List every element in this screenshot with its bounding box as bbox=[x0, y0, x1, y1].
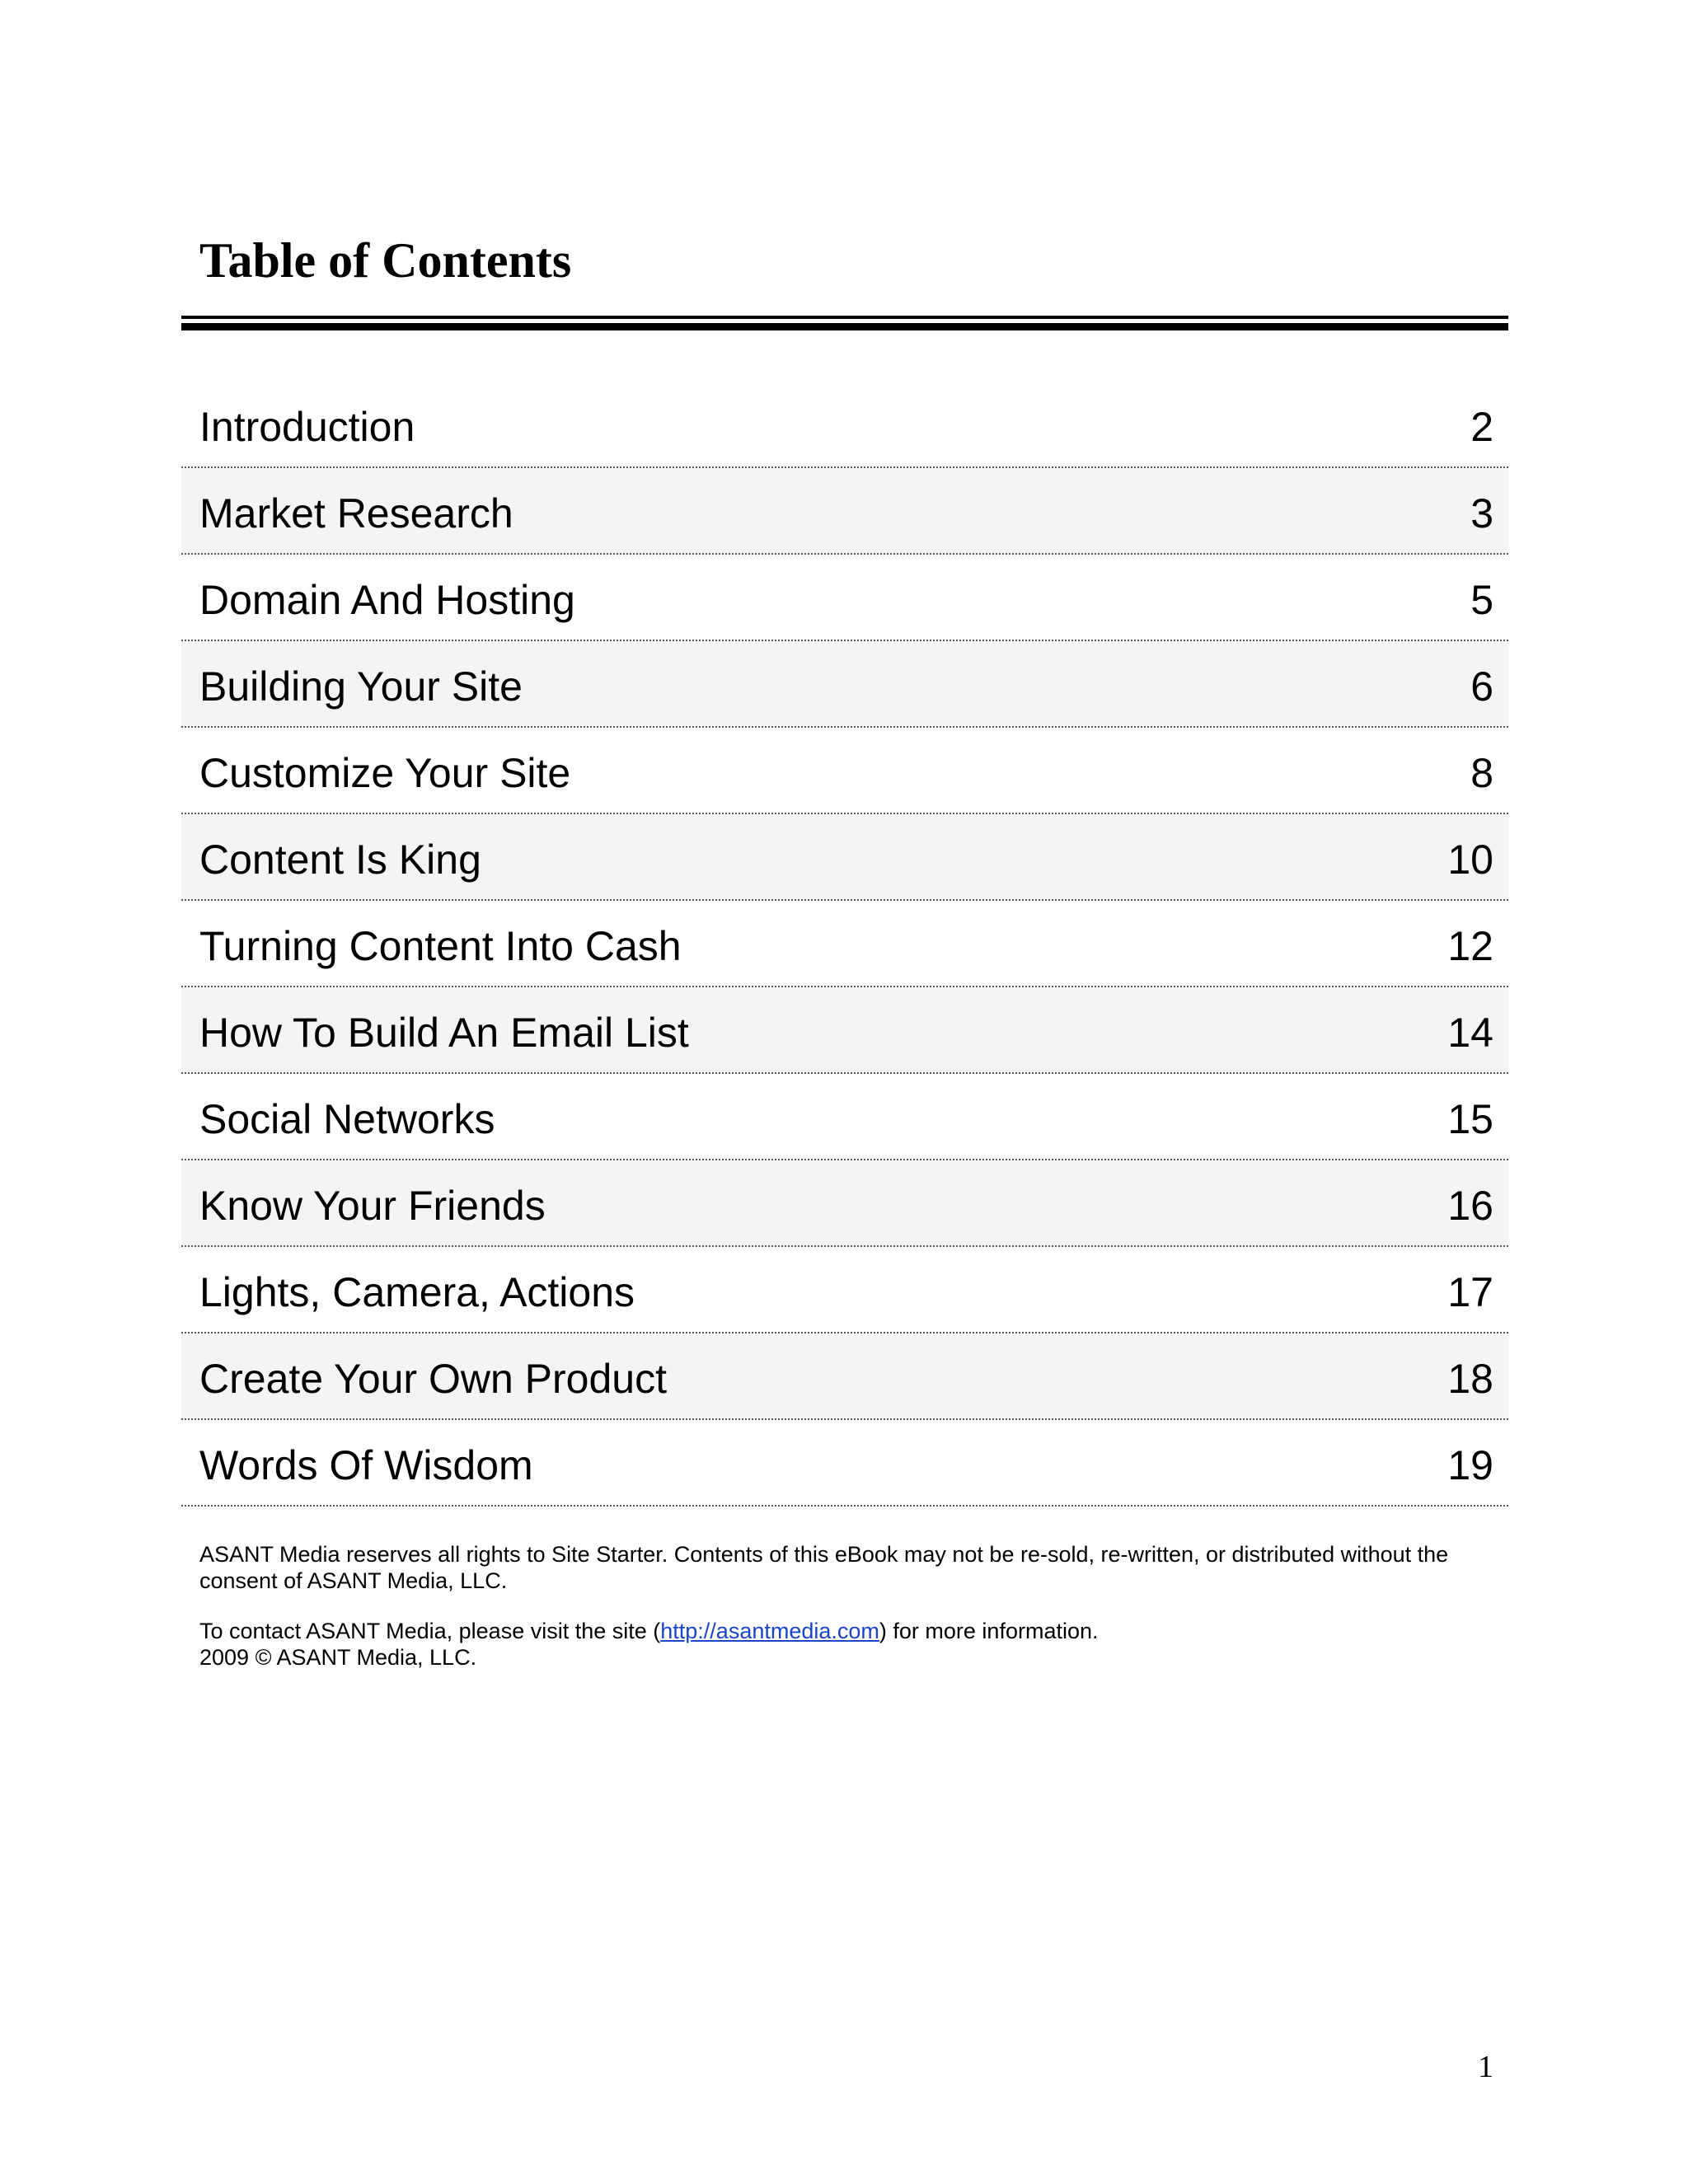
toc-entry-page: 15 bbox=[1447, 1096, 1493, 1142]
toc-entry-label: Market Research bbox=[199, 490, 513, 537]
toc-entry-content-is-king[interactable] bbox=[181, 814, 1508, 901]
toc-entry-page: 10 bbox=[1447, 837, 1493, 883]
rights-notice: ASANT Media reserves all rights to Site Starter. Contents of this eBook may not be re-sold, re-written, or distributed without the consent of ASANT Media, LLC. bbox=[199, 1542, 1449, 1593]
toc-entry-label: Know Your Friends bbox=[199, 1183, 546, 1229]
toc-entry-page: 14 bbox=[1447, 1010, 1493, 1056]
toc-entry-page: 6 bbox=[1470, 663, 1493, 710]
toc-entry-page: 2 bbox=[1470, 404, 1493, 450]
title-rule-thick bbox=[181, 323, 1508, 330]
toc-entry-page: 18 bbox=[1447, 1356, 1493, 1402]
toc-entry-introduction[interactable] bbox=[181, 331, 1508, 468]
toc-entry-page: 17 bbox=[1447, 1269, 1493, 1315]
toc-entry-label: Words Of Wisdom bbox=[199, 1442, 533, 1488]
toc-list bbox=[181, 331, 1508, 1507]
toc-entry-label: Lights, Camera, Actions bbox=[199, 1269, 635, 1315]
toc-entry-page: 3 bbox=[1470, 490, 1493, 537]
toc-entry-page: 8 bbox=[1470, 750, 1493, 796]
title-rule-thin bbox=[181, 316, 1508, 319]
toc-entry-label: Domain And Hosting bbox=[199, 577, 575, 623]
toc-entry-label: Content Is King bbox=[199, 837, 481, 883]
contact-prefix: To contact ASANT Media, please visit the site ( bbox=[199, 1619, 661, 1643]
toc-entry-label: Turning Content Into Cash bbox=[199, 923, 682, 969]
toc-entry-turning-content-into-cash[interactable] bbox=[181, 901, 1508, 987]
toc-entry-lights-camera-actions[interactable] bbox=[181, 1247, 1508, 1333]
toc-entry-label: Building Your Site bbox=[199, 663, 523, 710]
toc-entry-label: Customize Your Site bbox=[199, 750, 571, 796]
toc-entry-label: Introduction bbox=[199, 404, 415, 450]
page-title: Table of Contents bbox=[199, 233, 572, 288]
toc-entry-label: How To Build An Email List bbox=[199, 1010, 689, 1056]
toc-entry-words-of-wisdom[interactable] bbox=[181, 1420, 1508, 1507]
contact-suffix: ) for more information. bbox=[879, 1619, 1099, 1643]
toc-entry-building-your-site[interactable] bbox=[181, 641, 1508, 728]
toc-entry-label: Create Your Own Product bbox=[199, 1356, 667, 1402]
toc-entry-domain-and-hosting[interactable] bbox=[181, 555, 1508, 641]
toc-entry-label: Social Networks bbox=[199, 1096, 495, 1142]
toc-entry-page: 12 bbox=[1447, 923, 1493, 969]
website-link[interactable]: http://asantmedia.com bbox=[660, 1619, 879, 1643]
toc-entry-market-research[interactable] bbox=[181, 468, 1508, 555]
copyright-line: 2009 © ASANT Media, LLC. bbox=[199, 1645, 477, 1670]
toc-entry-know-your-friends[interactable] bbox=[181, 1160, 1508, 1247]
toc-entry-customize-your-site[interactable] bbox=[181, 728, 1508, 814]
toc-entry-how-to-build-an-email-list[interactable] bbox=[181, 987, 1508, 1074]
contact-block bbox=[199, 1618, 1099, 1671]
page-number: 1 bbox=[1478, 2050, 1493, 2084]
toc-entry-create-your-own-product[interactable] bbox=[181, 1333, 1508, 1420]
toc-entry-social-networks[interactable] bbox=[181, 1074, 1508, 1160]
toc-entry-page: 16 bbox=[1447, 1183, 1493, 1229]
toc-entry-page: 5 bbox=[1470, 577, 1493, 623]
toc-entry-page: 19 bbox=[1447, 1442, 1493, 1488]
title-double-rule bbox=[181, 316, 1508, 332]
